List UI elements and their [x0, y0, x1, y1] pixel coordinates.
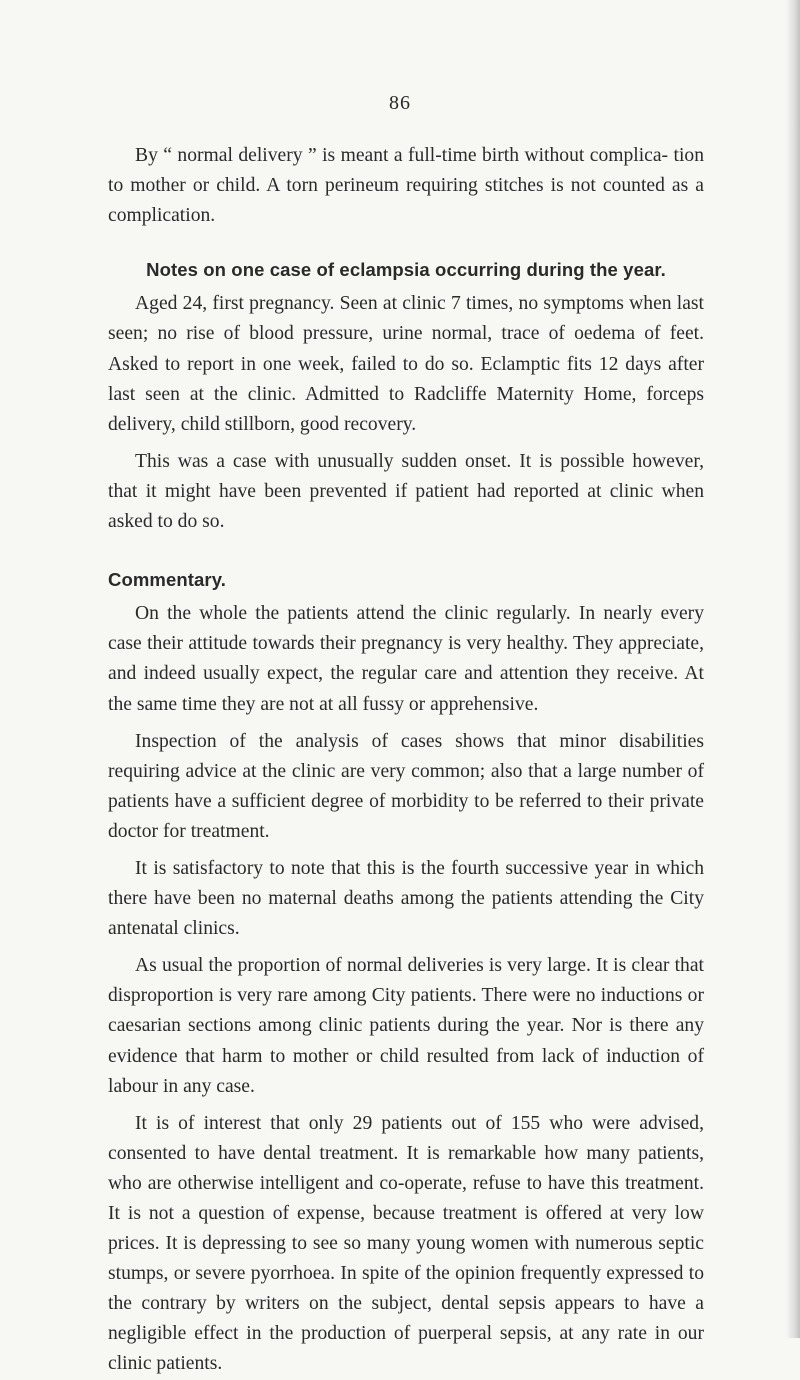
- commentary-paragraph-2: Inspection of the analysis of cases shows that minor disabilities requiring advice at the clinic are very common; also that a large number of patients have a sufficient degree of morbidity to be referred to their private doctor for treatment.: [108, 730, 704, 842]
- commentary-paragraph-3: It is satisfactory to note that this is the fourth successive year in which there have been no maternal deaths among the patients attending the City antenatal clinics.: [108, 857, 704, 940]
- page-body: [108, 141, 704, 1380]
- page-edge-shadow: [786, 0, 800, 1338]
- eclampsia-heading: Notes on one case of eclampsia occurring during the year.: [146, 259, 666, 281]
- eclampsia-paragraph-2: This was a case with unusually sudden onset. It is possible however, that it might have been prevented if patient had reported at clinic when asked to do so.: [108, 450, 704, 533]
- eclampsia-paragraph-1: Aged 24, first pregnancy. Seen at clinic 7 times, no symptoms when last seen; no rise of blood pressure, urine normal, trace of oedema of feet. Asked to report in one week, failed to do so. Eclamptic fits 12 days after last seen at the clinic. Admitted to Radcliffe Maternity Home, forceps delivery, child stillborn, good recovery.: [108, 293, 704, 435]
- intro-paragraph: By “ normal delivery ” is meant a full-time birth without complica- tion to mother or child. A torn perineum requiring stitches is not counted as a complication.: [108, 145, 704, 227]
- page-number: 86: [389, 92, 411, 114]
- commentary-paragraph-1: On the whole the patients attend the clinic regularly. In nearly every case their attitude towards their pregnancy is very healthy. They appreciate, and indeed usually expect, the regular care and attention they receive. At the same time they are not at all fussy or apprehensive.: [108, 603, 704, 715]
- commentary-paragraph-4: As usual the proportion of normal deliveries is very large. It is clear that disproportion is very rare among City patients. There were no inductions or caesarian sections among clinic patients during the year. Nor is there any evidence that harm to mother or child resulted from lack of induction of labour in any case.: [108, 955, 704, 1097]
- commentary-paragraph-5: It is of interest that only 29 patients out of 155 who were advised, consented to have dental treatment. It is remarkable how many patients, who are otherwise intelligent and co-operate, refuse to have this treatment. It is not a question of expense, because treatment is offered at very low prices. It is depressing to see so many young women with numerous septic stumps, or severe pyorrhoea. In spite of the opinion frequently expressed to the contrary by writers on the subject, dental sepsis appears to have a negligible effect in the production of puerperal sepsis, at any rate in our clinic patients.: [108, 1112, 704, 1375]
- commentary-heading: Commentary.: [108, 569, 226, 591]
